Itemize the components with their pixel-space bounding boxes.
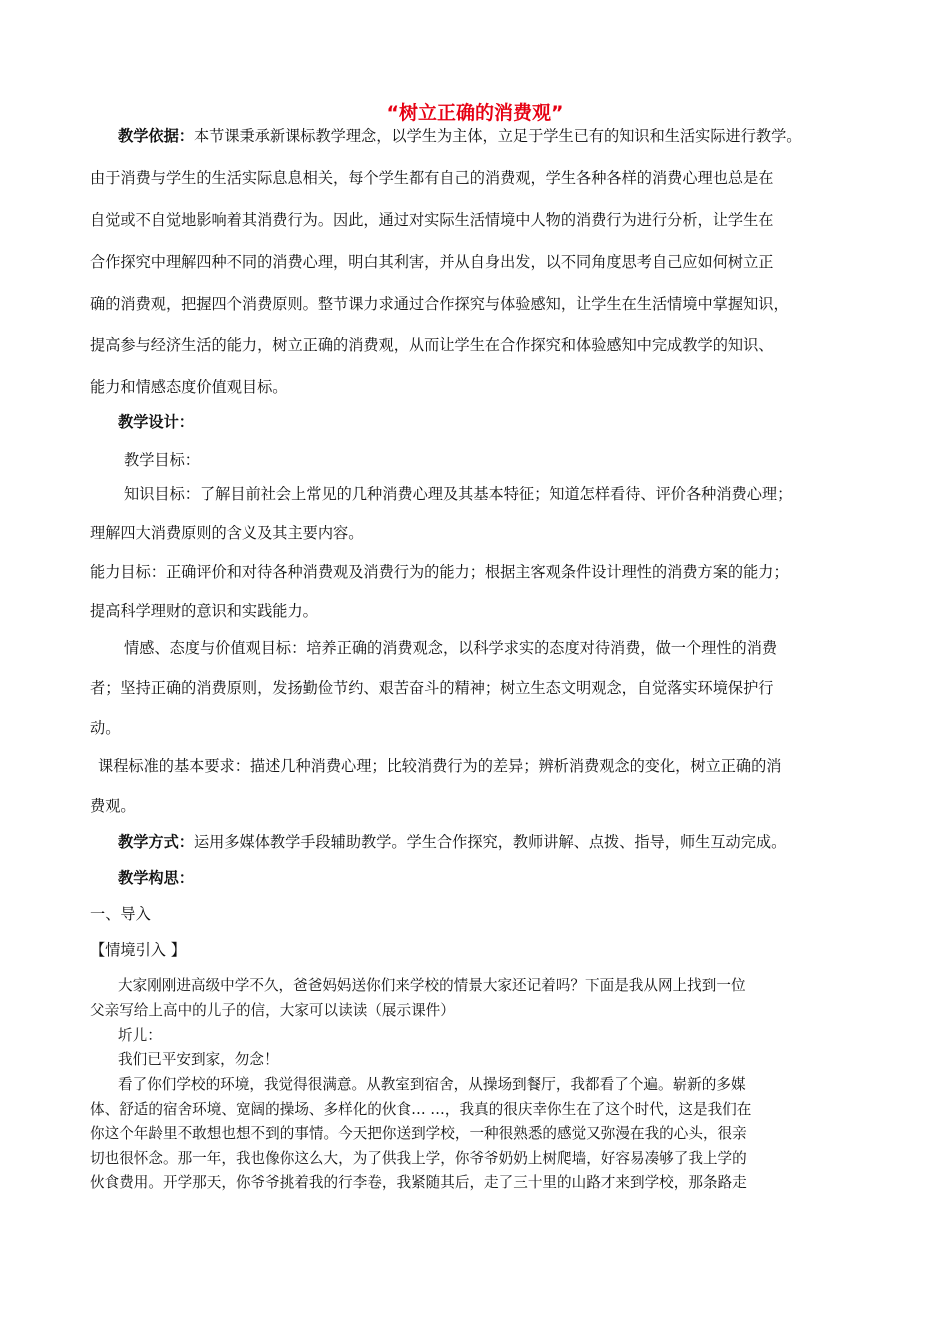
- passage-line-4: 我们已平安到家，勿念！: [118, 1051, 279, 1068]
- passage-line-6: 体、舒适的宿舍环境、宽阔的操场、多样化的伙食… …，我真的很庆幸你生在了这个时代，这是我们在: [90, 1101, 752, 1118]
- basis-line-4: 合作探究中理解四种不同的消费心理，明白其利害，并从自身出发，以不同角度思考自己应如何树立正: [90, 253, 774, 271]
- ability-goal-line-2: 提高科学理财的意识和实践能力。: [90, 602, 318, 620]
- passage-line-5: 看了你们学校的环境，我觉得很满意。从教室到宿舍，从操场到餐厅，我都看了个遍。崭新的多媒: [118, 1076, 746, 1093]
- passage-line-1: 大家刚刚进高级中学不久，爸爸妈妈送你们来学校的情景大家还记着吗？下面是我从网上找到一位: [118, 977, 746, 994]
- method-label: 教学方式：: [118, 833, 194, 851]
- basis-line-3: 自觉或不自觉地影响着其消费行为。因此，通过对实际生活情境中人物的消费行为进行分析，让学生在: [90, 211, 774, 229]
- passage-line-7: 你这个年龄里不敢想也想不到的事情。今天把你送到学校，一种很熟悉的感觉又弥漫在我的心头，很亲: [90, 1125, 747, 1142]
- goals-heading: 教学目标：: [124, 451, 200, 469]
- design-heading: 教学设计：: [118, 413, 194, 431]
- standard-line-2: 费观。: [90, 797, 136, 815]
- basis-line-6: 提高参与经济生活的能力，树立正确的消费观，从而让学生在合作探究和体验感知中完成教学的知识、: [90, 336, 774, 354]
- method-line: 教学方式：运用多媒体教学手段辅助教学。学生合作探究，教师讲解、点拨、指导，师生互动完成。: [118, 833, 787, 851]
- knowledge-goal-line-2: 理解四大消费原则的含义及其主要内容。: [90, 524, 364, 542]
- basis-line-7: 能力和情感态度价值观目标。: [90, 378, 288, 396]
- emotion-goal-line-1: 情感、态度与价值观目标：培养正确的消费观念，以科学求实的态度对待消费，做一个理性的消费: [124, 639, 778, 657]
- standard-line-1: 课程标准的基本要求：描述几种消费心理；比较消费行为的差异；辨析消费观念的变化，树立正确的消: [98, 757, 782, 775]
- basis-line-5: 确的消费观，把握四个消费原则。整节课力求通过合作探究与体验感知，让学生在生活情境中掌握知识，: [90, 295, 789, 313]
- basis-line-2: 由于消费与学生的生活实际息息相关，每个学生都有自己的消费观，学生各种各样的消费心理也总是在: [90, 169, 774, 187]
- basis-line-1: 教学依据：本节课秉承新课标教学理念，以学生为主体，立足于学生已有的知识和生活实际进行教学。: [118, 127, 802, 145]
- ability-goal-line-1: 能力目标：正确评价和对待各种消费观及消费行为的能力；根据主客观条件设计理性的消费方案的能力；: [90, 563, 789, 581]
- document-title: “树立正确的消费观”: [386, 102, 564, 124]
- emotion-goal-line-3: 动。: [90, 719, 121, 737]
- intro-heading: 一、导入: [90, 905, 151, 923]
- emotion-goal-line-2: 者；坚持正确的消费原则，发扬勤俭节约、艰苦奋斗的精神；树立生态文明观念，自觉落实环境保护行: [90, 679, 774, 697]
- knowledge-goal-line-1: 知识目标：了解目前社会上常见的几种消费心理及其基本特征；知道怎样看待、评价各种消费心理；: [124, 485, 793, 503]
- passage-line-3: 圻儿：: [118, 1027, 162, 1044]
- passage-line-9: 伙食费用。开学那天，你爷爷挑着我的行李卷，我紧随其后，走了三十里的山路才来到学校，那条路走: [90, 1174, 747, 1191]
- passage-line-8: 切也很怀念。那一年，我也像你这么大，为了供我上学，你爷爷奶奶上树爬墙，好容易凑够了我上学的: [90, 1150, 747, 1167]
- idea-heading: 教学构思：: [118, 869, 194, 887]
- scene-heading: 【情境引入 】: [90, 941, 186, 959]
- passage-line-2: 父亲写给上高中的儿子的信，大家可以读读（展示课件）: [90, 1002, 455, 1019]
- basis-label: 教学依据：: [118, 127, 194, 145]
